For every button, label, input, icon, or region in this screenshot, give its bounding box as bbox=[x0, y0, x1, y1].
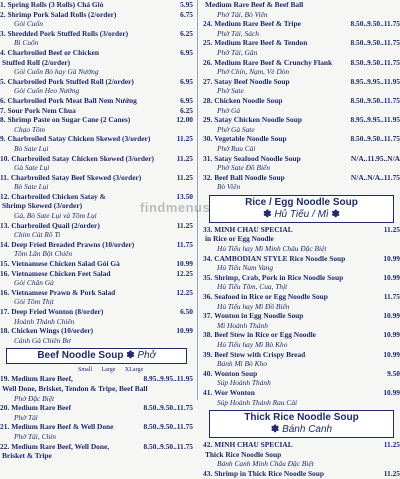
item-price: 6.95 bbox=[180, 47, 193, 57]
item-name: Sour Pork Nem Chua bbox=[7, 105, 76, 115]
item-price: 8.50..9.50..11.75 bbox=[350, 134, 400, 144]
menu-item bbox=[203, 469, 400, 479]
item-number: 42. bbox=[203, 440, 213, 450]
item-vietnamese-name: Gỏi Tôm Thịt bbox=[14, 297, 54, 307]
menu-item bbox=[203, 388, 400, 398]
item-vietnamese-name: Bì Cuốn bbox=[14, 38, 39, 48]
item-name: Medium Rare Beef & Tendon bbox=[214, 38, 308, 48]
item-vietnamese-name: Phở Tái bbox=[14, 412, 38, 422]
item-vietnamese-name: Gà, Bò Sate Lụi và Tôm Lụi bbox=[14, 211, 97, 221]
item-price: 10.99 bbox=[383, 387, 400, 397]
menu-item bbox=[203, 225, 400, 235]
menu-item bbox=[203, 19, 400, 29]
item-number: 35. bbox=[203, 272, 213, 282]
menu-item bbox=[0, 288, 193, 298]
item-name: Deep Fried Breaded Prawns (10/order) bbox=[11, 239, 135, 249]
menu-item bbox=[0, 259, 193, 269]
item-name: Charbroiled Satay Chicken Skewed (3/order) bbox=[7, 134, 151, 144]
item-name: Charbroiled Beef or Chicken bbox=[7, 47, 100, 57]
item-price: 8.50..9.50..11.75 bbox=[143, 403, 193, 413]
item-price: 9.50 bbox=[387, 368, 400, 378]
menu-item bbox=[0, 269, 193, 279]
menu-item bbox=[203, 77, 400, 87]
menu-item bbox=[0, 154, 193, 164]
menu-item bbox=[0, 115, 193, 125]
item-number: 37. bbox=[203, 311, 213, 321]
item-vietnamese-name: Gỏi Cuốn Heo Nướng bbox=[14, 86, 80, 96]
item-name: Shrimp in Thick Rice Noodle Soup bbox=[214, 468, 324, 478]
menu-item bbox=[0, 384, 193, 394]
menu-item bbox=[0, 134, 193, 144]
item-price: 10.99 bbox=[176, 259, 193, 269]
item-number: 19. bbox=[0, 374, 10, 384]
item-number: 26. bbox=[203, 57, 213, 67]
menu-item bbox=[0, 29, 193, 39]
menu-item bbox=[203, 311, 400, 321]
menu-item bbox=[0, 422, 193, 432]
item-price: 8.50..9.50..11.75 bbox=[143, 441, 193, 451]
item-price: 11.25 bbox=[383, 468, 400, 478]
menu-item bbox=[0, 77, 193, 87]
item-name: Seafood in Rice or Egg Noodle Soup bbox=[214, 292, 328, 302]
item-price: 10.99 bbox=[383, 253, 400, 263]
menu-item bbox=[0, 173, 193, 183]
item-price: 10.99 bbox=[176, 326, 193, 336]
size-xlarge-label: XLarge bbox=[124, 367, 144, 374]
item-vietnamese-name: Chạo Tôm bbox=[14, 124, 46, 134]
item-vietnamese-name: Mì Hoành Thánh bbox=[217, 320, 268, 330]
item-name: Charbroiled Satay Beef Skewed (3/order) bbox=[10, 172, 142, 182]
item-price: 6.25 bbox=[180, 28, 193, 38]
item-vietnamese-name: Phở Tái, Bò Viên bbox=[217, 9, 268, 19]
item-price: 8.50..9.50..11.75 bbox=[350, 38, 400, 48]
menu-item bbox=[203, 96, 400, 106]
item-number: 28. bbox=[203, 95, 213, 105]
item-price: 6.50 bbox=[180, 307, 193, 316]
item-name: Chicken Wings (10/order) bbox=[11, 326, 94, 336]
item-name: MINH CHAU SPECIAL bbox=[214, 440, 293, 450]
item-number: 27. bbox=[203, 76, 213, 86]
item-price: N/A..11.95..N/A bbox=[350, 153, 400, 163]
item-name: Medium Rare Beef & Beef Ball bbox=[205, 0, 304, 9]
item-vietnamese-name: Phở Gà Sate bbox=[217, 124, 255, 134]
item-number: 39. bbox=[203, 349, 213, 359]
item-name: Medium Rare Beef, Well Done, bbox=[11, 441, 110, 451]
item-number: 25. bbox=[203, 38, 213, 48]
item-price: 8.50..9.50..11.75 bbox=[143, 422, 193, 432]
item-number: 1. bbox=[0, 0, 6, 9]
item-number: 38. bbox=[203, 330, 213, 340]
item-price: 11.25 bbox=[176, 172, 193, 182]
item-number: 12. bbox=[0, 191, 10, 201]
item-name: Charbroiled Chicken Satay & bbox=[11, 191, 106, 201]
menu-item bbox=[203, 38, 400, 48]
item-number: 30. bbox=[203, 134, 213, 144]
item-number: 22. bbox=[0, 441, 10, 451]
item-name: Medium Rare Beef, bbox=[11, 374, 73, 384]
item-name: Vietnamese Chicken Salad Gỏi Gà bbox=[11, 259, 120, 269]
item-price: N/A..N/A..11.75 bbox=[350, 172, 400, 182]
menu-item bbox=[0, 221, 193, 231]
item-number: 34. bbox=[203, 253, 213, 263]
menu-item bbox=[0, 442, 193, 452]
item-name: Satay Beef Noodle Soup bbox=[214, 76, 290, 86]
item-price: 12.25 bbox=[176, 287, 193, 297]
item-name: Shrimp, Crab, Pork in Rice Noodle Soup bbox=[214, 272, 344, 282]
item-number: 15. bbox=[0, 259, 10, 269]
item-price: 8.95..9.95..11.95 bbox=[143, 374, 193, 384]
menu-item bbox=[203, 115, 400, 125]
item-price: 11.25 bbox=[176, 134, 193, 144]
item-number: 36. bbox=[203, 292, 213, 302]
item-vietnamese-name: Hủ Tiếu hay Mì Bò Kho bbox=[217, 340, 288, 349]
item-name: CAMBODIAN STYLE Rice Noodle Soup bbox=[214, 253, 346, 263]
section-title-en: Thick Rice Noodle Soup bbox=[244, 412, 359, 424]
item-number: 10. bbox=[0, 153, 10, 163]
item-vietnamese-name: Bò Sate Lụi bbox=[14, 182, 49, 192]
item-number: 32. bbox=[203, 172, 213, 182]
menu-item bbox=[203, 273, 400, 283]
item-number: 29. bbox=[203, 115, 213, 125]
thick-rice-noodle-soup-header: Thick Rice Noodle Soup ✽ Bánh Canh bbox=[209, 410, 394, 438]
item-name: Wonton in Egg Noodle Soup bbox=[214, 311, 304, 321]
menu-item bbox=[203, 450, 400, 460]
beef-noodle-list bbox=[0, 374, 193, 460]
item-name: Thick Rice Noodle Soup bbox=[205, 449, 282, 459]
right-column bbox=[203, 0, 400, 479]
item-name: Medium Rare Beef & Crunchy Flank bbox=[214, 57, 333, 67]
item-vietnamese-name: Phở Đặc Biệt bbox=[14, 393, 55, 403]
item-name: Wor Wonton bbox=[214, 387, 255, 397]
menu-item bbox=[203, 0, 400, 10]
item-price: 12.25 bbox=[176, 268, 193, 278]
menu-item bbox=[0, 307, 193, 317]
menu-item bbox=[0, 374, 193, 384]
item-price: 12.00 bbox=[176, 115, 193, 125]
item-vietnamese-name: Gỏi Chân Gà bbox=[14, 278, 54, 288]
thick-noodle-list bbox=[203, 440, 400, 478]
section-title-en: Beef Noodle Soup bbox=[37, 350, 124, 362]
item-number: 16. bbox=[0, 268, 10, 278]
item-vietnamese-name: Phở Sate bbox=[217, 86, 244, 96]
item-vietnamese-name: Hủ Tiếu Tôm, Cua, Thịt bbox=[217, 282, 288, 292]
rice-egg-noodle-soup-header: Rice / Egg Noodle Soup ✽ Hủ Tiếu / Mì ✽ bbox=[209, 195, 394, 223]
item-name: Medium Rare Beef bbox=[11, 403, 72, 413]
menu-item bbox=[0, 451, 193, 461]
item-vietnamese-name: Phở Tái, Sách bbox=[217, 28, 259, 38]
section-title-vn: Hủ Tiếu / Mì bbox=[274, 208, 329, 220]
item-number: 17. bbox=[0, 307, 10, 316]
item-name: Shrimp Skewed (3/order) bbox=[2, 201, 83, 211]
item-vietnamese-name: Gỏi Cuốn Bò hay Gà Nướng bbox=[14, 67, 99, 77]
item-number: 21. bbox=[0, 422, 10, 432]
menu-item bbox=[203, 292, 400, 302]
menu-item bbox=[0, 403, 193, 413]
item-price: 11.25 bbox=[383, 224, 400, 234]
item-vietnamese-name: Hủ Tiếu hay Mì Đồ Biển bbox=[217, 301, 290, 311]
item-price: 8.50..9.50..11.75 bbox=[350, 57, 400, 67]
item-vietnamese-name: Cánh Gà Chiên Bơ bbox=[14, 335, 71, 345]
item-name: Charbroiled Satay Chicken Skewed (3/order) bbox=[11, 153, 154, 163]
item-number: 18. bbox=[0, 326, 10, 336]
item-number: 6. bbox=[0, 95, 6, 105]
item-name: in Rice or Egg Noodle bbox=[205, 234, 274, 244]
menu-item bbox=[0, 106, 193, 116]
menu-item bbox=[203, 350, 400, 360]
item-number: 3. bbox=[0, 28, 6, 38]
item-number: 24. bbox=[203, 19, 213, 29]
item-vietnamese-name: Chim Cút Rô Ti bbox=[14, 230, 61, 240]
item-name: Shredded Pork Stuffed Rolls (3/order) bbox=[7, 28, 129, 38]
beef-noodle-soup-header: Beef Noodle Soup ✽ Phở bbox=[6, 348, 187, 364]
item-name: MINH CHAU SPECIAL bbox=[214, 224, 293, 234]
item-name: Medium Rare Beef & Tripe bbox=[214, 19, 301, 29]
item-number: 2. bbox=[0, 9, 6, 19]
item-name: Vietnamese Prawn & Pork Salad bbox=[11, 287, 116, 297]
menu-item bbox=[0, 326, 193, 336]
item-name: Shrimp Pork Salad Rolls (2/order) bbox=[7, 9, 117, 19]
item-price: 8.50..9.50..11.75 bbox=[350, 95, 400, 105]
item-number: 41. bbox=[203, 387, 213, 397]
menu-item bbox=[0, 58, 193, 68]
item-name: Beef Stew in Rice or Egg Noodle bbox=[214, 330, 316, 340]
item-number: 20. bbox=[0, 403, 10, 413]
item-price: 8.95..9.95..11.95 bbox=[350, 76, 400, 86]
rice-noodle-list bbox=[203, 225, 400, 407]
item-vietnamese-name: Súp Hoành Thánh bbox=[217, 378, 271, 388]
item-vietnamese-name: Bò Sate Lụi bbox=[14, 143, 49, 153]
item-name: Stuffed Roll (2/order) bbox=[2, 57, 71, 67]
item-vietnamese-name: Súp Hoành Thánh Rau Cải bbox=[217, 397, 298, 407]
section-title-vn: Bánh Canh bbox=[282, 424, 333, 436]
pho-list bbox=[203, 0, 400, 192]
menu-item bbox=[203, 154, 400, 164]
item-name: Shrimp Paste on Sugar Cane (2 Canes) bbox=[7, 115, 131, 125]
item-price: 10.99 bbox=[383, 330, 400, 340]
item-name: Wonton Soup bbox=[214, 368, 258, 378]
menu-item bbox=[0, 0, 193, 10]
size-small-label: Small bbox=[78, 367, 93, 374]
menu-item bbox=[0, 10, 193, 20]
watermark-text: findmenus bbox=[140, 200, 211, 215]
item-number: 9. bbox=[0, 134, 6, 144]
item-name: Charbroiled Pork Meat Ball Nem Nướng bbox=[7, 95, 137, 105]
item-price: 11.25 bbox=[383, 440, 400, 450]
item-price bbox=[191, 58, 193, 68]
item-number: 5. bbox=[0, 76, 6, 86]
item-price: 11.25 bbox=[176, 153, 193, 163]
item-vietnamese-name: Gà Sate Lụi bbox=[14, 163, 50, 173]
menu-item bbox=[0, 48, 193, 58]
appetizer-list bbox=[0, 0, 193, 345]
item-number: 4. bbox=[0, 47, 6, 57]
item-price: 6.25 bbox=[180, 105, 193, 115]
item-vietnamese-name: Gỏi Cuốn bbox=[14, 19, 43, 29]
item-vietnamese-name: Phở Sate Đồ Biển bbox=[217, 163, 270, 173]
item-name: Medium Rare Beef & Well Done bbox=[11, 422, 114, 432]
item-vietnamese-name: Bò Viên bbox=[217, 182, 241, 192]
section-title-en: Rice / Egg Noodle Soup bbox=[245, 196, 358, 208]
item-number: 31. bbox=[203, 153, 213, 163]
item-number: 40. bbox=[203, 368, 213, 378]
item-number: 7. bbox=[0, 105, 6, 115]
size-labels bbox=[0, 366, 193, 374]
item-price: 13.50 bbox=[176, 191, 193, 201]
item-vietnamese-name: Hủ Tiếu Nam Vang bbox=[217, 263, 274, 273]
item-price bbox=[191, 384, 193, 394]
menu-item bbox=[203, 134, 400, 144]
left-column bbox=[0, 0, 193, 461]
item-name: Brisket & Tripe bbox=[2, 451, 52, 461]
item-name: Vegetable Noodle Soup bbox=[214, 134, 287, 144]
item-name: Spring Rolls (3 Rolls) Chả Giò bbox=[7, 0, 104, 9]
item-number: 11. bbox=[0, 172, 9, 182]
menu-item bbox=[0, 240, 193, 250]
item-name: Satay Seafood Noodle Soup bbox=[214, 153, 301, 163]
item-price: 8.95..9.95..11.95 bbox=[350, 115, 400, 125]
item-vietnamese-name: Tôm Lăn Bột Chiên bbox=[14, 249, 73, 259]
item-vietnamese-name: Phở Rau Cải bbox=[217, 143, 256, 153]
item-name: Satay Chicken Noodle Soup bbox=[214, 115, 302, 125]
item-price: 10.99 bbox=[383, 311, 400, 321]
item-number: 43. bbox=[203, 468, 213, 478]
item-vietnamese-name: Phở Chín, Nạm, Vè Dòn bbox=[217, 67, 290, 77]
menu-item bbox=[203, 234, 400, 244]
menu-item bbox=[203, 173, 400, 183]
item-name: Well Done, Brisket, Tendon & Tripe, Beef Ball bbox=[2, 383, 148, 393]
item-name: Charbroiled Quail (2/order) bbox=[11, 220, 100, 230]
item-number: 33. bbox=[203, 224, 213, 234]
item-price: 5.95 bbox=[180, 0, 193, 9]
item-price: 6.75 bbox=[180, 9, 193, 19]
item-number: 16. bbox=[0, 287, 10, 297]
item-name: Deep Fried Wonton (8/order) bbox=[11, 307, 104, 316]
size-large-label: Large bbox=[101, 367, 116, 374]
item-name: Charbroiled Pork Stuffed Roll (2/order) bbox=[7, 76, 134, 86]
item-vietnamese-name: Hoành Thánh Chiên bbox=[14, 316, 75, 326]
item-price: 6.95 bbox=[180, 76, 193, 86]
item-vietnamese-name: Bánh Canh Minh Châu Đặc Biệt bbox=[217, 459, 314, 469]
item-vietnamese-name: Phở Tái, Chín bbox=[14, 431, 56, 441]
item-price: 10.99 bbox=[383, 349, 400, 359]
item-number: 13. bbox=[0, 220, 10, 230]
item-vietnamese-name: Bánh Mì Bò Kho bbox=[217, 359, 267, 369]
item-name: Beef Ball Noodle Soup bbox=[214, 172, 285, 182]
item-price: 8.50..9.50..11.75 bbox=[350, 19, 400, 29]
section-title-vn: Phở bbox=[137, 350, 156, 362]
item-vietnamese-name: Hủ Tiếu hay Mì Minh Châu Đặc Biệt bbox=[217, 244, 327, 254]
item-name: Vietnamese Chicken Feet Salad bbox=[11, 268, 111, 278]
item-price: 11.25 bbox=[176, 220, 193, 230]
menu-item bbox=[203, 330, 400, 340]
menu-item bbox=[203, 440, 400, 450]
item-price bbox=[191, 451, 193, 461]
item-name: Chicken Noodle Soup bbox=[214, 95, 283, 105]
item-number: 8. bbox=[0, 115, 6, 125]
item-price: 6.95 bbox=[180, 95, 193, 105]
item-price: 10.99 bbox=[383, 272, 400, 282]
menu-item bbox=[203, 369, 400, 379]
menu-item bbox=[203, 254, 400, 264]
menu-item bbox=[0, 96, 193, 106]
menu-item bbox=[203, 58, 400, 68]
item-number: 14. bbox=[0, 239, 10, 249]
item-price: 11.75 bbox=[383, 292, 400, 302]
item-name: Beef Stew with Crispy Bread bbox=[214, 349, 306, 359]
item-vietnamese-name: Phở Gà bbox=[217, 105, 241, 115]
item-price: 11.75 bbox=[176, 239, 193, 249]
item-vietnamese-name: Phở Tái, Gân bbox=[217, 47, 258, 57]
